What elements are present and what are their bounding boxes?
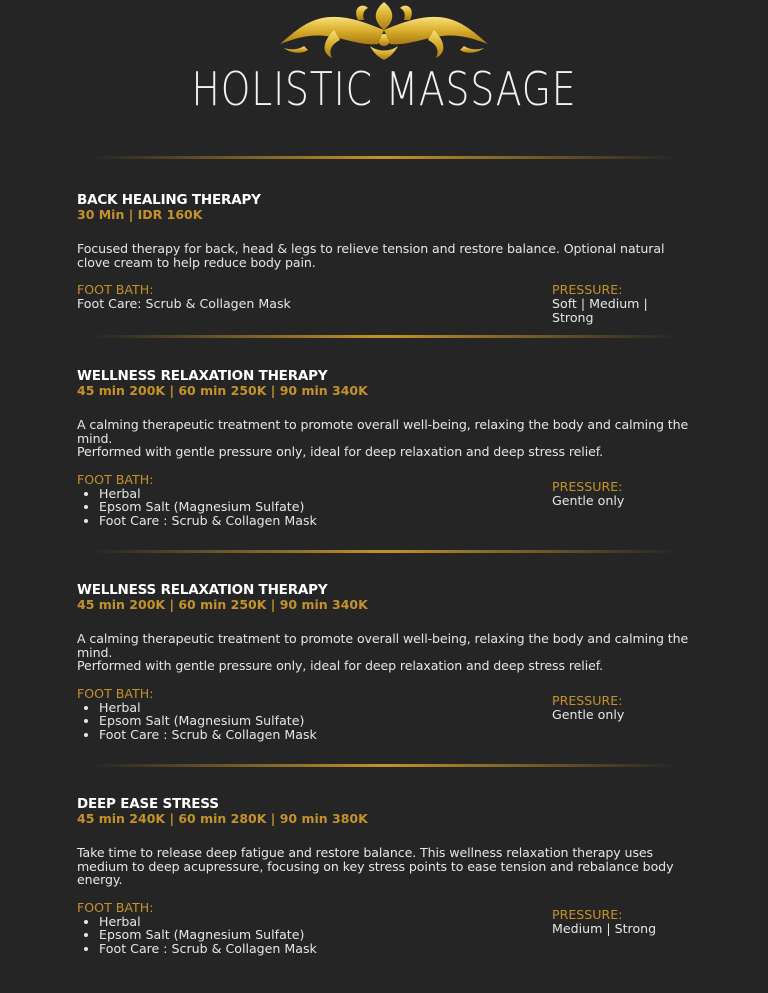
gold-divider: [90, 156, 678, 159]
pressure-value: Soft | Medium | Strong: [552, 296, 648, 326]
description-line: Performed with gentle pressure only, ideal for deep relaxation and deep stress relief.: [77, 658, 604, 674]
pressure-value: Gentle only: [552, 706, 625, 722]
foot-bath-label: FOOT BATH:: [77, 899, 154, 915]
page-title: HOLISTIC MASSAGE: [191, 62, 577, 116]
service-title: DEEP EASE STRESS: [77, 796, 219, 812]
description-line: Performed with gentle pressure only, ideal for deep relaxation and deep stress relief.: [77, 444, 604, 460]
service-price: 45 min 200K | 60 min 250K | 90 min 340K: [77, 597, 368, 612]
list-item: • Epsom Salt (Magnesium Sulfate): [99, 500, 691, 514]
service-description: Focused therapy for back, head & legs to relieve tension and restore balance. Optional natural clove cream to help reduce body pain.: [77, 241, 665, 270]
foot-bath-label: FOOT BATH:: [77, 685, 154, 701]
service-title: WELLNESS RELAXATION THERAPY: [77, 582, 328, 598]
description-line: A calming therapeutic treatment to promote overall well-being, relaxing the body and calming the mind.: [77, 417, 689, 446]
gold-ornament-icon: [274, 0, 494, 64]
pressure-value: Gentle only: [552, 492, 625, 508]
list-item: • Herbal: [99, 701, 691, 715]
service-description: [77, 418, 691, 459]
list-item: • Foot Care : Scrub & Collagen Mask: [99, 728, 691, 742]
service-wellness-relaxation: [77, 368, 691, 528]
gold-divider: [90, 764, 678, 767]
service-deep-ease-stress: [77, 796, 691, 956]
service-wellness-relaxation: [77, 582, 691, 742]
foot-bath-label: FOOT BATH:: [77, 282, 154, 298]
foot-bath-label: FOOT BATH:: [77, 471, 154, 487]
service-title: BACK HEALING THERAPY: [77, 192, 261, 208]
pressure-label: PRESSURE:: [552, 478, 623, 494]
gold-divider: [90, 550, 678, 553]
list-item: • Foot Care : Scrub & Collagen Mask: [99, 942, 691, 956]
service-description: [77, 632, 691, 673]
pressure-label: PRESSURE:: [552, 282, 623, 298]
gold-divider: [90, 335, 678, 338]
list-item: • Epsom Salt (Magnesium Sulfate): [99, 714, 691, 728]
service-price: 45 min 200K | 60 min 250K | 90 min 340K: [77, 383, 368, 398]
list-item: • Herbal: [99, 915, 691, 929]
list-item: • Epsom Salt (Magnesium Sulfate): [99, 928, 691, 942]
description-line: A calming therapeutic treatment to promote overall well-being, relaxing the body and calming the mind.: [77, 631, 689, 660]
service-description: Take time to release deep fatigue and restore balance. This wellness relaxation therapy uses medium to deep acupressure, focusing on key stress points to ease tension and rebalance body energy.: [77, 845, 674, 888]
foot-bath-text: Foot Care: Scrub & Collagen Mask: [77, 296, 291, 312]
service-price: 45 min 240K | 60 min 280K | 90 min 380K: [77, 811, 368, 826]
pressure-label: PRESSURE:: [552, 906, 623, 922]
service-back-healing: [77, 192, 691, 326]
service-price: 30 Min | IDR 160K: [77, 207, 203, 222]
list-item: • Herbal: [99, 487, 691, 501]
service-title: WELLNESS RELAXATION THERAPY: [77, 368, 328, 384]
list-item: • Foot Care : Scrub & Collagen Mask: [99, 514, 691, 528]
pressure-value: Medium | Strong: [552, 920, 657, 936]
pressure-label: PRESSURE:: [552, 692, 623, 708]
